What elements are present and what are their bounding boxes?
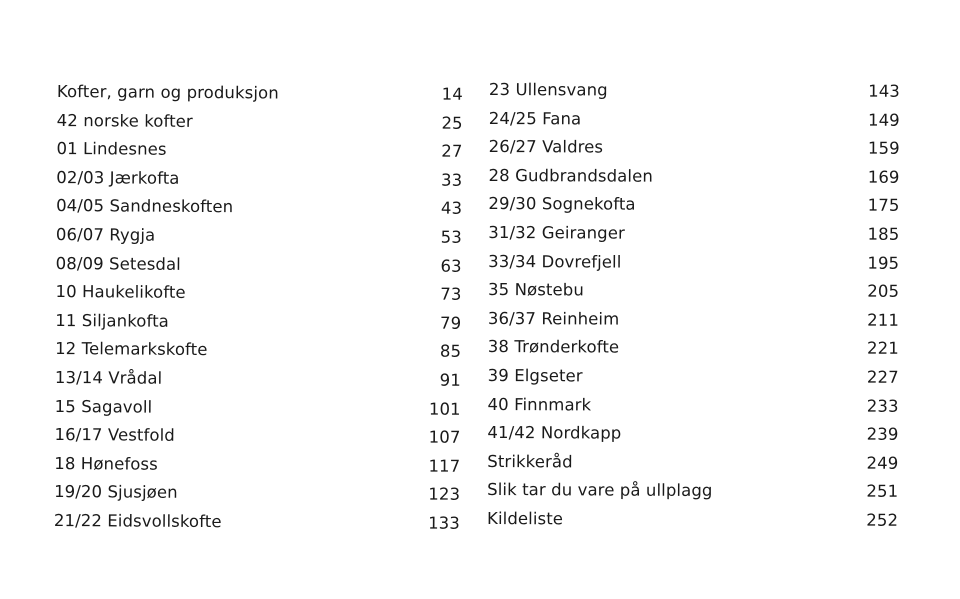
toc-entry xyxy=(488,276,899,306)
toc-entry xyxy=(489,133,900,163)
toc-entry xyxy=(56,192,462,223)
toc-entry-title: 02/03 Jærkofta xyxy=(56,167,180,188)
toc-entry-page: 73 xyxy=(440,284,462,304)
toc-entry xyxy=(489,76,900,106)
toc-entry xyxy=(56,250,462,281)
toc-entry-title: 04/05 Sandneskoften xyxy=(56,196,234,217)
toc-entry xyxy=(489,105,900,135)
toc-entry xyxy=(488,362,899,392)
toc-entry-page: 251 xyxy=(866,481,899,502)
toc-entry xyxy=(488,190,899,220)
toc-entry-page: 101 xyxy=(428,399,461,419)
toc-entry xyxy=(55,393,461,424)
toc-entry-title: 06/07 Rygja xyxy=(55,224,156,245)
toc-entry-title: 29/30 Sognekofta xyxy=(488,194,636,215)
toc-entry-page: 43 xyxy=(440,199,463,219)
toc-entry-title: Strikkeråd xyxy=(487,451,573,472)
toc-entry-title: Slik tar du vare på ullplagg xyxy=(487,480,713,501)
toc-entry xyxy=(54,507,460,538)
toc-entry xyxy=(54,478,460,509)
toc-entry-page: 149 xyxy=(867,110,900,130)
toc-entry-page: 85 xyxy=(439,342,462,362)
toc-entry-page: 143 xyxy=(868,81,900,101)
toc-entry-page: 252 xyxy=(866,510,899,530)
toc-entry-title: 35 Nøstebu xyxy=(488,280,584,300)
toc-entry-page: 233 xyxy=(866,396,899,416)
toc-entry-page: 159 xyxy=(867,138,900,158)
toc-entry-title: 16/17 Vestfold xyxy=(54,425,175,445)
toc-entry xyxy=(55,335,461,366)
toc-entry-title: Kildeliste xyxy=(487,508,564,529)
toc-entry xyxy=(489,162,900,192)
toc-entry xyxy=(488,305,899,335)
toc-entry-title: 36/37 Reinheim xyxy=(487,308,620,329)
toc-entry-title: 39 Elgseter xyxy=(487,365,583,386)
toc-entry-title: 13/14 Vrådal xyxy=(54,367,163,388)
toc-entry-title: 41/42 Nordkapp xyxy=(487,423,622,443)
toc-entry-page: 91 xyxy=(439,370,461,390)
toc-entry xyxy=(488,333,899,363)
toc-entry-title: 21/22 Eidsvollskofte xyxy=(53,510,222,532)
toc-entry-title: Kofter, garn og produksjon xyxy=(56,81,279,103)
toc-entry-page: 14 xyxy=(441,84,463,104)
toc-entry-page: 27 xyxy=(441,141,463,162)
toc-entry-page: 33 xyxy=(441,170,463,190)
toc-entry-title: 38 Trønderkofte xyxy=(487,337,620,357)
toc-entry xyxy=(487,505,898,535)
toc-entry-page: 211 xyxy=(867,310,899,330)
toc-column-left xyxy=(54,78,463,538)
toc-entry-title: 40 Finnmark xyxy=(487,394,592,414)
toc-entry-page: 63 xyxy=(440,256,462,276)
toc-entry-title: 31/32 Geiranger xyxy=(488,222,625,243)
toc-entry-title: 08/09 Setesdal xyxy=(55,253,181,274)
toc-entry-page: 175 xyxy=(867,196,900,216)
toc-entry-page: 117 xyxy=(428,456,461,476)
toc-entry-page: 221 xyxy=(866,338,899,359)
toc-entry-page: 227 xyxy=(866,367,899,387)
toc-entry-title: 24/25 Fana xyxy=(488,108,582,128)
toc-entry xyxy=(57,78,463,109)
toc-entry xyxy=(57,107,463,138)
toc-entry-title: 23 Ullensvang xyxy=(488,79,608,100)
toc-entry xyxy=(56,221,462,252)
toc-entry-title: 12 Telemarkskofte xyxy=(55,339,208,360)
toc-entry-title: 11 Siljankofta xyxy=(55,310,169,331)
toc-entry-page: 205 xyxy=(867,281,900,301)
toc-entry-page: 79 xyxy=(440,313,462,333)
toc-entry-page: 169 xyxy=(867,167,900,187)
toc-entry xyxy=(55,307,461,338)
toc-entry xyxy=(56,135,462,166)
toc-entry-page: 185 xyxy=(867,224,900,244)
toc-entry xyxy=(54,421,460,452)
toc-entry-title: 42 norske kofter xyxy=(56,110,193,131)
toc-entry-title: 19/20 Sjusjøen xyxy=(54,482,178,503)
toc-entry xyxy=(55,364,461,395)
toc-entry xyxy=(488,248,899,278)
toc-entry xyxy=(488,391,899,421)
toc-entry-page: 249 xyxy=(866,453,899,473)
toc-entry-title: 26/27 Valdres xyxy=(488,137,604,157)
toc-entry xyxy=(55,278,461,309)
toc-entry xyxy=(56,164,462,195)
toc-entry-page: 25 xyxy=(441,113,463,133)
toc-column-right xyxy=(487,76,900,535)
toc-entry-page: 239 xyxy=(866,424,899,444)
toc-entry xyxy=(488,219,899,249)
toc-entry-title: 10 Haukelikofte xyxy=(55,282,186,303)
toc-entry-page: 133 xyxy=(428,513,460,533)
toc-entry-page: 195 xyxy=(867,253,900,273)
toc-entry-title: 15 Sagavoll xyxy=(54,396,153,417)
toc-entry xyxy=(487,448,898,478)
toc-entry-page: 53 xyxy=(440,227,462,247)
toc-entry xyxy=(487,419,898,449)
toc-entry-title: 01 Lindesnes xyxy=(56,139,167,159)
toc-entry xyxy=(54,450,460,481)
toc-entry-page: 107 xyxy=(428,427,461,447)
toc-entry-title: 33/34 Dovrefjell xyxy=(488,251,622,272)
toc-entry-page: 123 xyxy=(428,484,461,505)
toc-entry-title: 28 Gudbrandsdalen xyxy=(488,165,653,186)
toc-entry xyxy=(487,476,898,506)
toc-entry-title: 18 Hønefoss xyxy=(54,453,158,474)
